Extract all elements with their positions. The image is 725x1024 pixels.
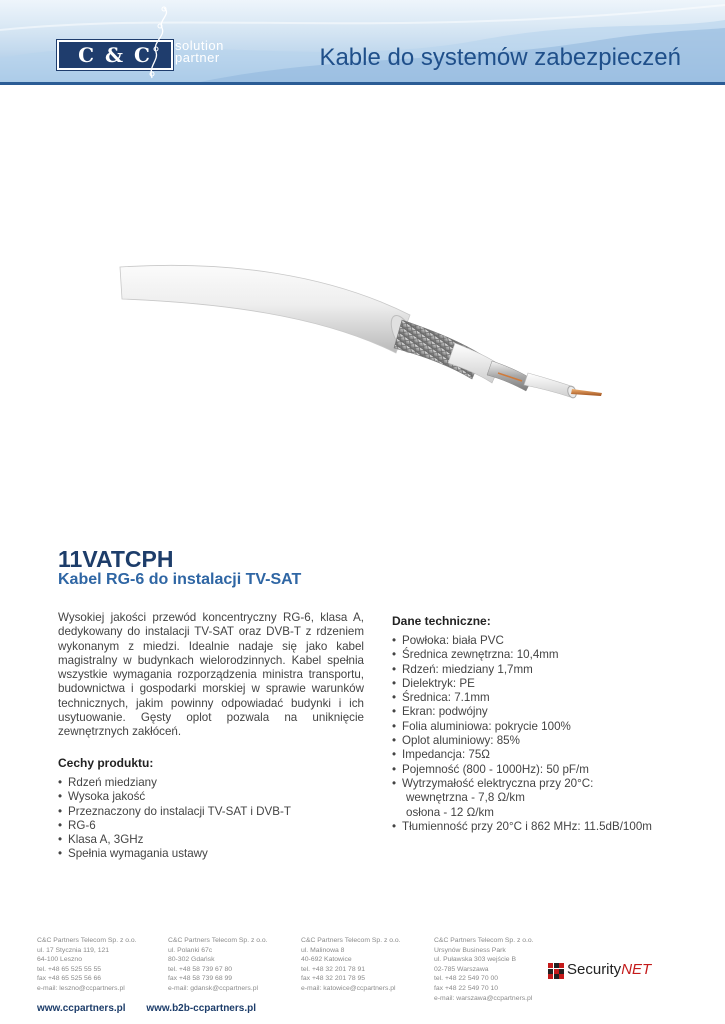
office-warszawa <box>434 936 564 1003</box>
office-line: C&C Partners Telecom Sp. z o.o. <box>168 937 268 944</box>
vine-swirl-icon <box>138 4 178 82</box>
list-item: • Przeznaczony do instalacji TV-SAT i DVB-T <box>58 805 368 819</box>
list-item: • Klasa A, 3GHz <box>58 833 368 847</box>
office-katowice <box>301 936 431 994</box>
website-link[interactable]: www.ccpartners.pl <box>37 1003 126 1014</box>
securitynet-security: Security <box>567 961 622 978</box>
securitynet-logo[interactable] <box>548 960 688 984</box>
list-item: • Powłoka: biała PVC <box>392 634 692 648</box>
list-item: • Rdzeń: miedziany 1,7mm <box>392 663 692 677</box>
office-line: tel. +48 32 201 78 91 <box>301 965 366 973</box>
footer-links <box>37 1003 274 1014</box>
list-item: • Folia aluminiowa: pokrycie 100% <box>392 720 692 734</box>
office-line: C&C Partners Telecom Sp. z o.o. <box>434 937 534 944</box>
securitynet-wordmark <box>567 961 651 978</box>
logo-tagline <box>175 40 224 64</box>
features-section <box>58 756 368 862</box>
specs-title: Dane techniczne: <box>392 614 491 628</box>
list-item: • Rdzeń miedziany <box>58 776 368 790</box>
header-title: Kable do systemów zabezpieczeń <box>319 44 681 71</box>
coax-cable-image <box>110 255 620 405</box>
list-item-continuation: wewnętrzna - 7,8 Ω/km <box>406 791 525 805</box>
office-line: tel. +48 65 525 55 55 <box>37 965 102 973</box>
office-leszno <box>37 936 167 994</box>
office-email-link[interactable]: e-mail: katowice@ccpartners.pl <box>301 984 396 992</box>
features-list <box>58 776 368 862</box>
office-line: fax +48 58 739 68 99 <box>168 975 233 983</box>
office-line: fax +48 22 549 70 10 <box>434 984 499 992</box>
list-item-continuation: osłona - 12 Ω/km <box>406 805 494 819</box>
list-item: • Pojemność (800 - 1000Hz): 50 pF/m <box>392 763 692 777</box>
b2b-website-link[interactable]: www.b2b-ccpartners.pl <box>146 1003 256 1014</box>
office-line: Ursynów Business Park <box>434 946 506 954</box>
office-email-link[interactable]: e-mail: gdansk@ccpartners.pl <box>168 984 259 992</box>
securitynet-net: NET <box>621 961 652 978</box>
office-line: C&C Partners Telecom Sp. z o.o. <box>37 937 137 944</box>
page-header <box>0 0 725 82</box>
office-line: ul. Malinowa 8 <box>301 946 345 954</box>
office-line: 80-302 Gdańsk <box>168 956 215 964</box>
office-email-link[interactable]: e-mail: warszawa@ccpartners.pl <box>434 994 533 1002</box>
list-item: • Impedancja: 75Ω <box>392 748 692 762</box>
office-line: 64-100 Leszno <box>37 956 82 964</box>
office-email-link[interactable]: e-mail: leszno@ccpartners.pl <box>37 984 125 992</box>
office-line: 02-785 Warszawa <box>434 965 489 973</box>
logo-tagline-line: partner <box>175 50 220 65</box>
office-gdansk <box>168 936 298 994</box>
product-description: Wysokiej jakości przewód koncentryczny RG-6, klasa A, dedykowany do instalacji TV-SAT oraz DVB-T z rdzeniem wykonanym z miedzi. Idealnie nadaje się jako kabel magistralny w budynkach wielorodzinnych. Kabel spełnia wszystkie wymagania rozporządzenia ministra transportu, budownictwa i gospodarki morskiej w sprawie warunków technicznych, jakim powinny odpowiadać budynki i ich usytuowanie. Gęsty oplot pozwala na uniknięcie zewnętrznych zakłóceń. <box>58 611 364 739</box>
list-item: • Spełnia wymagania ustawy <box>58 847 368 861</box>
logo-tagline-line: solution <box>175 38 224 53</box>
logo-text: C & C <box>78 43 152 67</box>
office-line: tel. +48 22 549 70 00 <box>434 975 499 983</box>
office-line: ul. 17 Stycznia 119, 121 <box>37 946 110 954</box>
office-line: fax +48 65 525 56 66 <box>37 975 102 983</box>
list-item: • Tłumienność przy 20°C i 862 MHz: 11.5dB/100m <box>392 820 692 834</box>
list-item: • Wysoka jakość <box>58 790 368 804</box>
header-divider <box>0 82 725 85</box>
list-item: • Ekran: podwójny <box>392 705 692 719</box>
product-subtitle: Kabel RG-6 do instalacji TV-SAT <box>58 571 302 588</box>
list-item: • Wytrzymałość elektryczna przy 20°C: <box>392 777 692 791</box>
product-code: 11VATCPH <box>58 546 174 572</box>
list-item: • RG-6 <box>58 819 368 833</box>
office-line: fax +48 32 201 78 95 <box>301 975 366 983</box>
office-line: ul. Polanki 67c <box>168 946 213 954</box>
features-title: Cechy produktu: <box>58 756 154 770</box>
list-item: • Średnica: 7.1mm <box>392 691 692 705</box>
office-line: tel. +48 58 739 67 80 <box>168 965 233 973</box>
office-line: C&C Partners Telecom Sp. z o.o. <box>301 937 401 944</box>
specs-section <box>392 614 692 834</box>
list-item: • Oplot aluminiowy: 85% <box>392 734 692 748</box>
list-item: • Średnica zewnętrzna: 10,4mm <box>392 648 692 662</box>
securitynet-logo-icon <box>548 963 564 979</box>
office-line: ul. Puławska 303 wejście B <box>434 956 516 964</box>
list-item: • Dielektryk: PE <box>392 677 692 691</box>
specs-list <box>392 634 692 834</box>
office-line: 40-692 Katowice <box>301 956 352 964</box>
